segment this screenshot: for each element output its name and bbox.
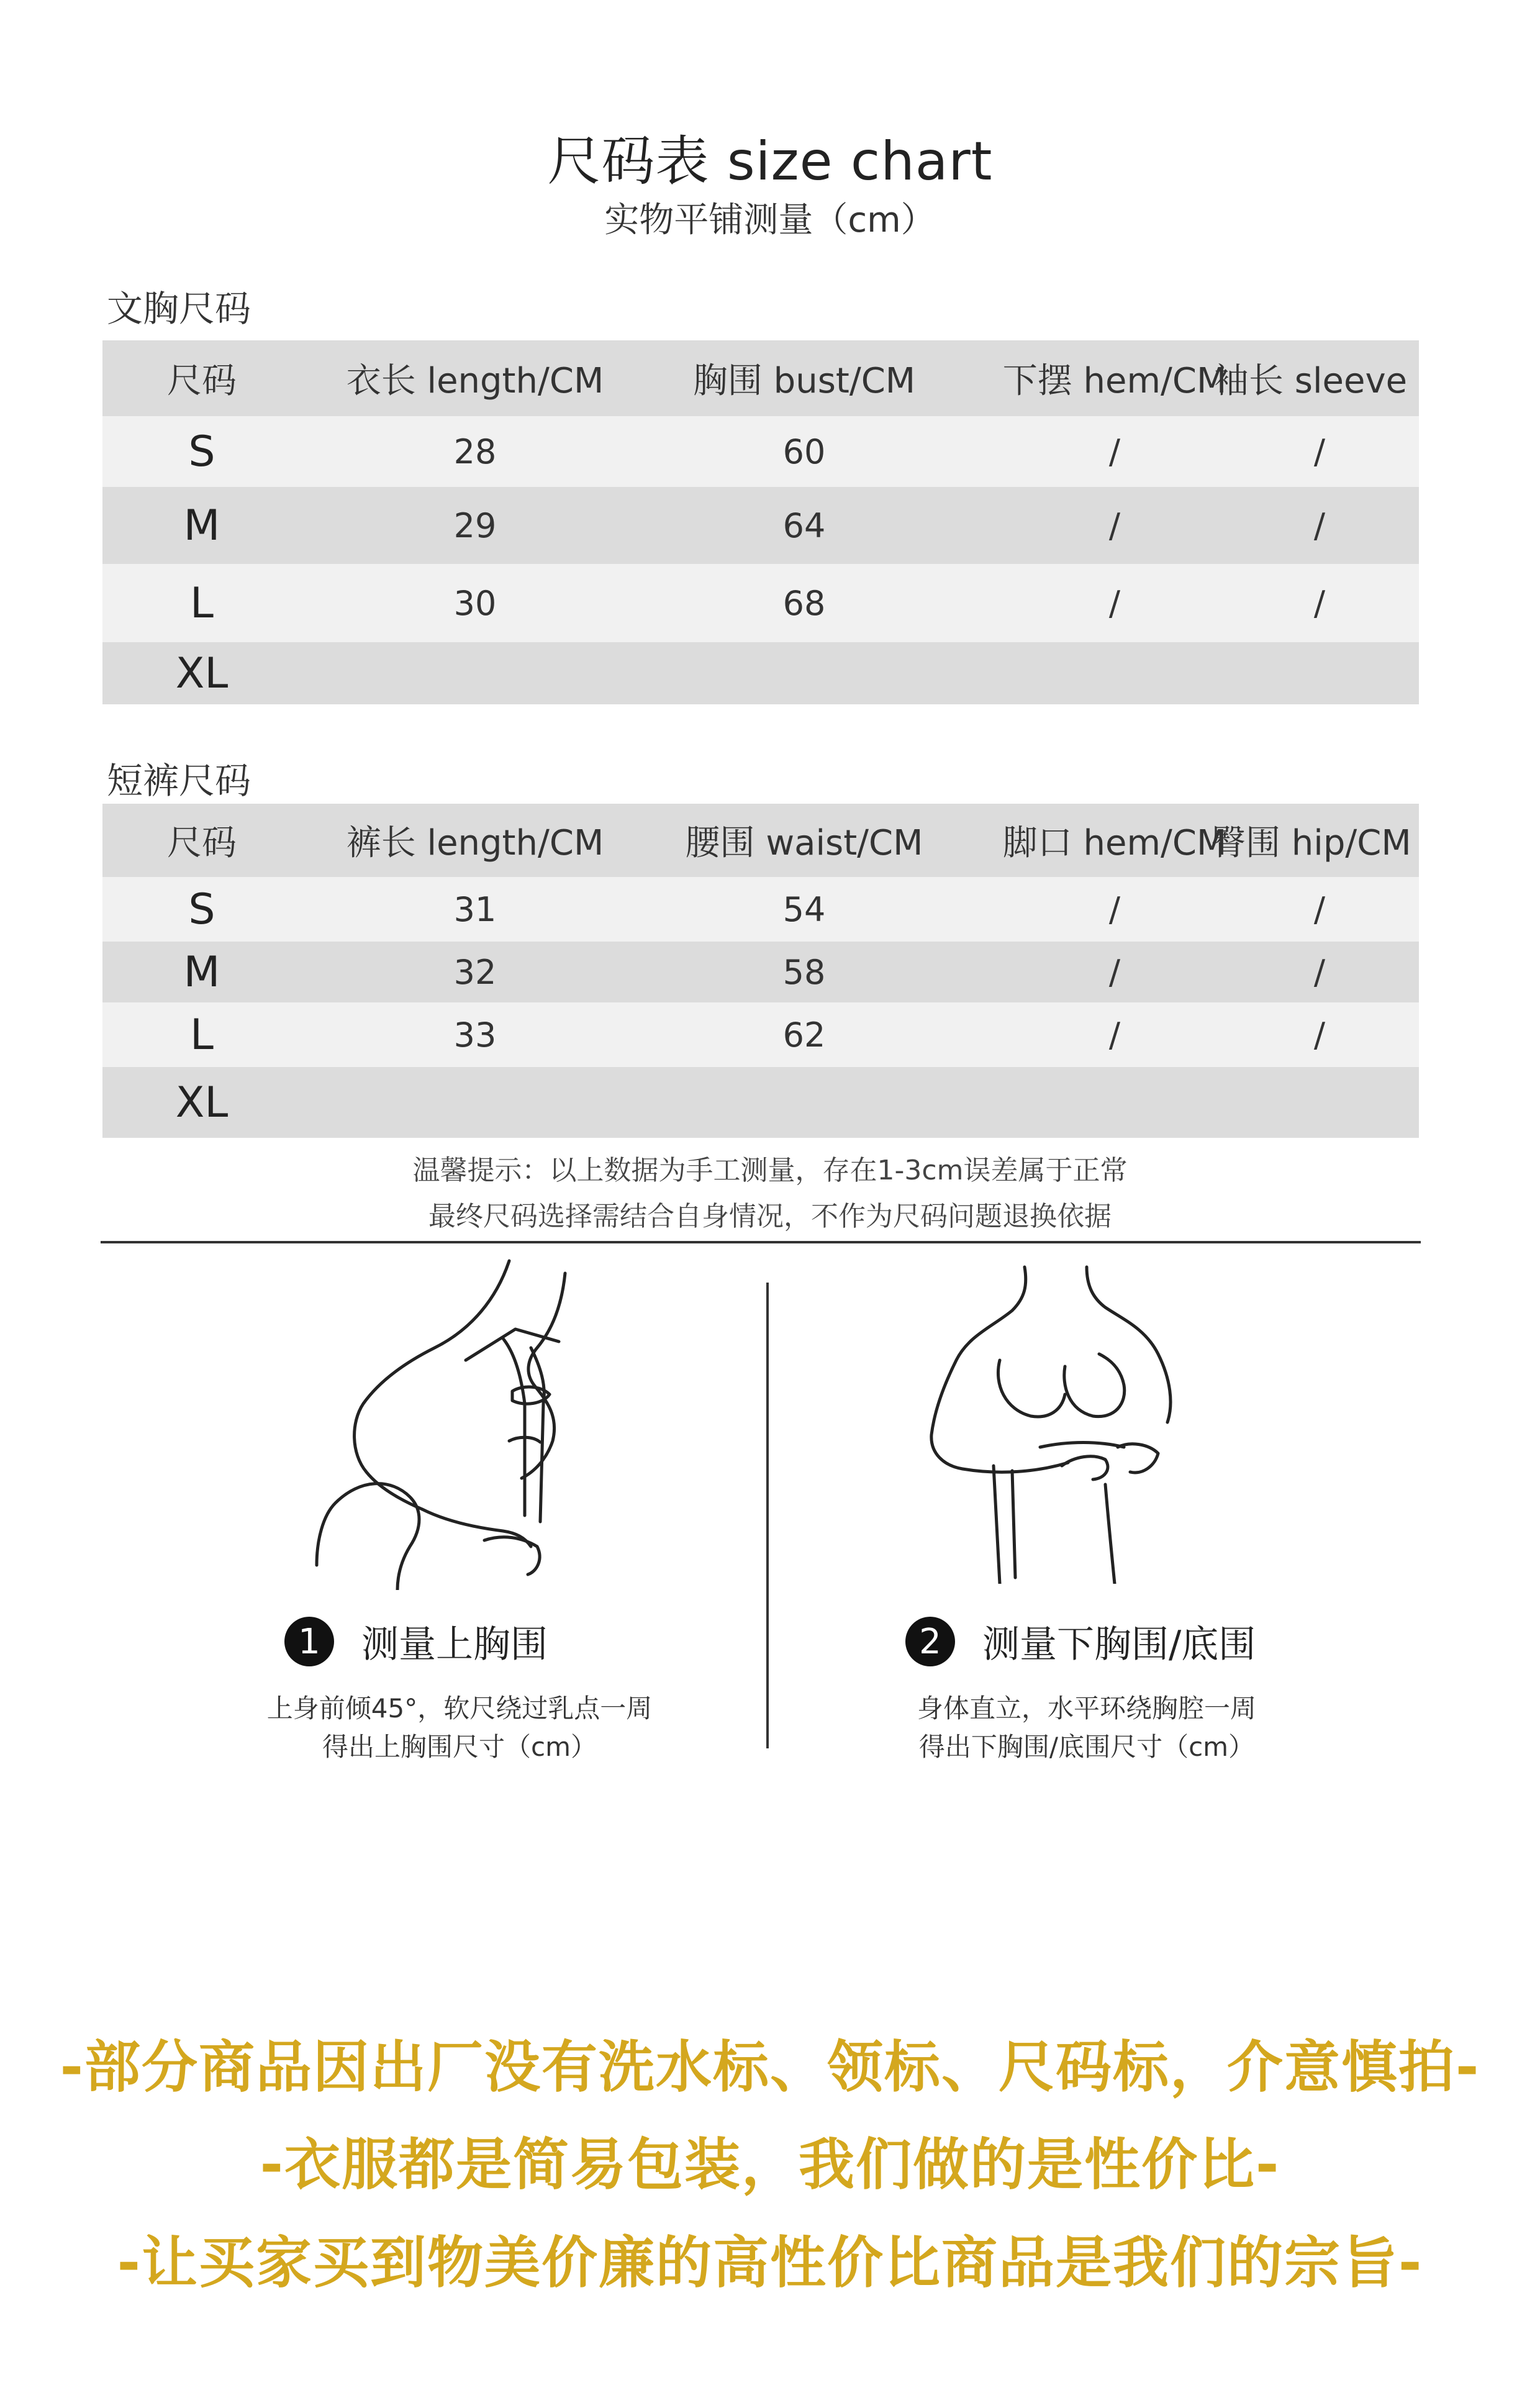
- table-row: [102, 564, 1419, 642]
- column-header: 尺码: [167, 823, 237, 863]
- vertical-divider: [766, 1283, 769, 1748]
- hem-cell: /: [1108, 889, 1121, 929]
- bust-cell: 68: [782, 583, 826, 623]
- hem-cell: /: [1108, 1015, 1121, 1055]
- bust-cell: 60: [782, 432, 826, 471]
- column-header: 下摆 hem/CM: [1002, 361, 1227, 401]
- size-cell: XL: [175, 648, 229, 698]
- length-cell: 28: [453, 432, 497, 471]
- bust-cell: 64: [782, 506, 826, 545]
- table-row: [102, 942, 1419, 1002]
- column-header: 腰围 waist/CM: [685, 823, 923, 863]
- table-row: [102, 1067, 1419, 1138]
- table-row: [102, 877, 1419, 942]
- bra-size-table: [102, 340, 1419, 704]
- size-cell: M: [183, 947, 220, 997]
- page-subtitle: 实物平铺测量（cm）: [604, 200, 936, 240]
- column-header: 尺码: [167, 361, 237, 401]
- sleeve-cell: /: [1313, 432, 1326, 471]
- step-2-number: 2: [905, 1617, 955, 1666]
- page-title: 尺码表 size chart: [547, 130, 993, 193]
- size-cell: S: [188, 427, 215, 476]
- step-1-desc-line-1: 上身前倾45°，软尺绕过乳点一周: [266, 1693, 653, 1724]
- step-1-label: 测量上胸围: [361, 1623, 548, 1666]
- hem-cell: /: [1108, 432, 1121, 471]
- notice-line-3: -让买家买到物美价廉的高性价比商品是我们的宗旨-: [117, 2230, 1423, 2296]
- column-header: 脚口 hem/CM: [1002, 823, 1227, 863]
- step-2-desc-line-1: 身体直立，水平环绕胸腔一周: [917, 1693, 1256, 1724]
- table-row: [102, 642, 1419, 704]
- hem-cell: /: [1108, 506, 1121, 545]
- bra-size-label: 文胸尺码: [107, 288, 251, 330]
- waist-cell: 62: [782, 1015, 826, 1055]
- size-cell: L: [190, 1010, 214, 1060]
- table-row: [102, 1002, 1419, 1067]
- size-cell: L: [190, 578, 214, 628]
- length-cell: 32: [453, 952, 497, 992]
- tip-line-1: 温馨提示：以上数据为手工测量，存在1-3cm误差属于正常: [412, 1155, 1128, 1186]
- notice-line-2: -衣服都是简易包装，我们做的是性价比-: [260, 2132, 1280, 2197]
- step-1-number: 1: [284, 1617, 334, 1666]
- step-2-desc-line-2: 得出下胸围/底围尺寸（cm）: [918, 1732, 1255, 1762]
- step-1-title: [284, 1615, 548, 1668]
- tip-line-2: 最终尺码选择需结合自身情况，不作为尺码问题退换依据: [428, 1201, 1112, 1232]
- column-header: 裤长 length/CM: [346, 823, 604, 863]
- waist-cell: 58: [782, 952, 826, 992]
- table-row: [102, 487, 1419, 564]
- table-row: [102, 416, 1419, 487]
- hip-cell: /: [1313, 889, 1326, 929]
- column-header: 衣长 length/CM: [346, 361, 604, 401]
- size-cell: XL: [175, 1078, 229, 1127]
- step-2-title: [905, 1615, 1256, 1668]
- upper-bust-illustration: [298, 1255, 646, 1590]
- hip-cell: /: [1313, 952, 1326, 992]
- divider: [101, 1241, 1421, 1243]
- size-cell: M: [183, 501, 220, 550]
- column-header: 臀围 hip/CM: [1211, 823, 1411, 863]
- waist-cell: 54: [782, 889, 826, 929]
- sleeve-cell: /: [1313, 583, 1326, 623]
- length-cell: 33: [453, 1015, 497, 1055]
- hem-cell: /: [1108, 583, 1121, 623]
- size-cell: S: [188, 884, 215, 934]
- table-header-row: [102, 804, 1419, 877]
- shorts-size-label: 短裤尺码: [107, 760, 251, 802]
- notice-line-1: -部分商品因出厂没有洗水标、领标、尺码标，介意慎拍-: [60, 2035, 1480, 2100]
- hem-cell: /: [1108, 952, 1121, 992]
- step-1-desc-line-2: 得出上胸围尺寸（cm）: [322, 1732, 597, 1762]
- shorts-size-table: [102, 804, 1419, 1138]
- step-2-description: [813, 1689, 1360, 1766]
- underbust-illustration: [907, 1261, 1205, 1584]
- sleeve-cell: /: [1313, 506, 1326, 545]
- length-cell: 31: [453, 889, 497, 929]
- hip-cell: /: [1313, 1015, 1326, 1055]
- column-header: 胸围 bust/CM: [692, 361, 916, 401]
- length-cell: 30: [453, 583, 497, 623]
- length-cell: 29: [453, 506, 497, 545]
- step-2-label: 测量下胸围/底围: [982, 1623, 1256, 1666]
- table-header-row: [102, 340, 1419, 416]
- step-1-description: [186, 1689, 733, 1766]
- column-header: 袖长 sleeve: [1214, 361, 1408, 401]
